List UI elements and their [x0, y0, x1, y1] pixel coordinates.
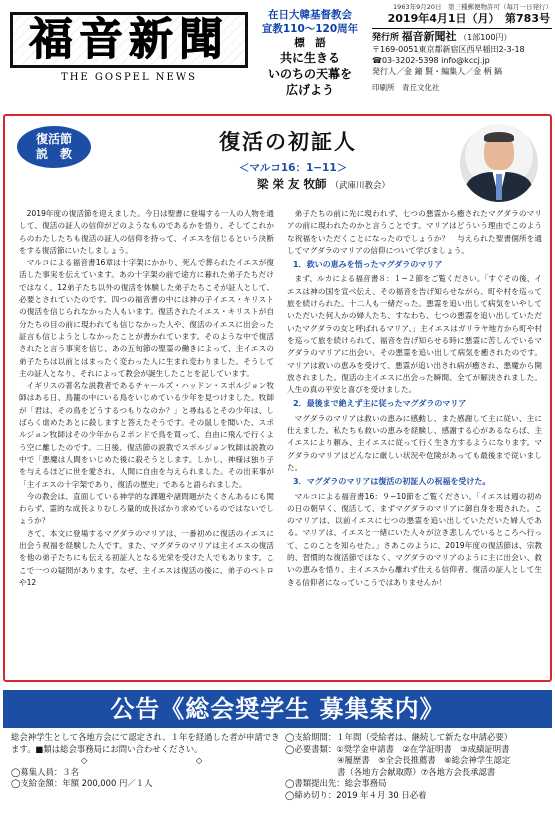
required-docs-2: ④履歴書 ⑤全会長推薦書 ⑥総会神学生認定 [337, 755, 511, 765]
church-motto-box [254, 8, 366, 97]
paragraph: マルコによる福音書16章は十字架にかかり、死んで葬られたイエスが復活した事実を伝えています。あの十字架の前で途方に暮れた弟子たちだけではなく、12弟子たち以外の復活を体験した弟子たちこそが証人として、必要とされていたのです。四つの福音書の中には神の子イエス・キリストの復活を信じられなかった人もいます。復活されたイエス・キリストが自分たちの目の前に現われても信じなかった人や、復活のイエスに出会った証言も信じようとしなかったことが書かれています。そのような中で復活されたと言う事実を信じ、あの五旬節の聖霊の働きによって、主イエスの弟子たちは以前とはまったく変わった人に生まれ変わりました。そうして主の証人となり、それによって教会が誕生したことを記しています。 [19, 258, 274, 378]
motto-line-1: 共に生きる [279, 51, 340, 65]
badge-line-2: 説 教 [35, 147, 72, 161]
paragraph: 今の教会は、直面している神学的な課題や諸問題がたくさんあるにも関わらず、霊的な成長よりむしろ量的成長ばかり求めているのではないでしょうか？ [19, 491, 274, 526]
portrait-hair [484, 132, 514, 142]
section-heading: 1．救いの恵みを悟ったマグダラのマリア [293, 260, 443, 270]
scripture-reference: ＜マルコ16：1−11＞ [238, 162, 348, 174]
address: 〒169-0051東京都新宿区西早稲田2-3-18 [372, 45, 525, 54]
motto-line-2: いのちの天幕を [267, 67, 352, 81]
required-docs-1: ①奨学金申請書 ②在学証明書 ③成績証明書 [336, 743, 510, 754]
masthead [0, 0, 555, 97]
section-heading: 2．最後まで絶えず主に従ったマグダラのマリア [293, 399, 467, 409]
portrait-tie [496, 174, 502, 200]
author-line [257, 176, 457, 192]
notice-right-column [285, 732, 547, 801]
sermon-article [3, 114, 552, 682]
logo-title: 福音新聞 [29, 14, 229, 65]
motto-line-3: 広げよう [285, 83, 334, 97]
publisher-people: 発行人／金 鐘 賢・編集人／金 柄 鎬 [372, 67, 503, 76]
church-name: 在日大韓基督教会 [268, 9, 352, 21]
author-portrait [460, 124, 538, 202]
publication-info [372, 2, 552, 92]
paragraph: まず、ルカによる福音書８：１−２節をご覧ください。「すぐその後、イエスは神の国を宣べ伝え、その福音を告げ知らせながら、町や村を巡って旅を続けられた。十二人も一緒だった。悪霊を追い出して病気をいやしていただいた何人かの婦人たち、すなわち、七つの悪霊を追い出していただいたマグダラの女と呼ばれるマリア、」主イエスはガリラヤ地方から町や村を巡って旅を続けられて、福音を告げ知らせる時に悪霊に苦しんでいるマグダラのマリアに出会い、その悪霊を追い出して病気を癒されたのです。マリアは救いの恵みを受けて、悪霊が追い出され病が癒され、悪魔から開放されました。復活の主イエスに出会った瞬間、全てが解決されました。人生の真の平安と喜びを受けました。 [287, 274, 542, 395]
issue-date: 2019年4月1日（月） 第783号 [387, 12, 550, 25]
contact: ☎03-3202-5398 info@kccj.jp [372, 56, 490, 65]
badge-line-1: 復活節 [35, 132, 72, 146]
required-docs-3: 書（各地方会献取際）⑦各地方会長承認書 [337, 766, 496, 777]
paragraph: 2019年度の復活節を迎えました。今日は聖書に登場する一人の人物を通して、復活の証人の信仰がどのようなものであるかを悟り、そしてこれからのわたしたちも復活の証人の信仰を持って、イエスを信じるという決断をする復活節にいたしましょう。 [19, 209, 274, 255]
notice-intro: 総会神学生として各地方会にて認定され、１年を経過した者が申請できます。■類は総会事務局にお問い合わせください。 [11, 732, 280, 754]
paragraph: イギリスの著名な説教者であるチャールズ・ハッドン・スポルジョン牧師はある日、鳥籠の中にいる鳥をいじめている少年を見つけました。牧師が「君は、その鳥をどうするつもりなのか？」と尋ねるとその少年は、しばらく虐めたあとに殺しますと答えたそうです。その鼠しを聞いた、スポルジョン牧師はその少年から２ポンドで鳥を買って、自由に飛んで行くよう空に離したのです。二日後、復活節の説教でスポルジョン牧師は説教の中で「悪魔は人間をいじめた後に殺そうとします。しかし、神様は独り子を与えるほどに世を愛され、人間に自由を与えられました。その出来事が「主イエスの十字架であり、復活の歴史」であると語られました。 [19, 381, 274, 489]
grant-amount: ◯支給金額：年額 200,000 円／１人 [11, 778, 153, 788]
required-docs [285, 744, 547, 756]
logo-subtitle: THE GOSPEL NEWS [61, 72, 197, 83]
publisher-name: 福音新聞社 [401, 30, 457, 43]
deadline: ◯締め切り：2019 年４月 30 日必着 [285, 789, 427, 800]
publisher-label: 発行所 [372, 33, 400, 43]
submission-destination: ◯書類提出先：総会事務局 [285, 778, 387, 788]
scholarship-notice-title: 公告《総会奨学生 募集案内》 [3, 690, 552, 728]
article-column-right [287, 208, 542, 589]
printer: 印刷所 青丘文化社 [372, 83, 440, 92]
notice-left-column [11, 732, 281, 790]
logo-title-frame [10, 12, 248, 68]
publisher-row [372, 31, 552, 44]
diamond-ornament: ◇ ◇ [81, 755, 253, 765]
easter-sermon-badge [17, 126, 91, 168]
author-name: 梁 栄 友 牧師 [257, 177, 327, 191]
article-column-left [19, 208, 274, 589]
divider [372, 28, 552, 29]
motto-label: 標 語 [294, 37, 326, 49]
paragraph: マグダラのマリアは救いの恵みに感動し、また感謝して主に従い、主に仕えました。私たちも救いの恵みを経験し、感謝する心があるならば、主イエスにより頼み、主イエスに従って行く生き方するようになります。マグダラのマリアはどんなに厳しい状況や危険があっても最後まで従いました。 [287, 413, 542, 472]
scholarship-notice-body [3, 730, 552, 810]
paragraph: マルコによる福音書16：９−10節をご覧ください。「イエスは週の初めの日の朝早く、復活して、まずマグダラのマリアに御自身を現された。このマリアは、以前イエスに七つの悪霊を追い出していただいた婦人である。マリアは、イエスと一緒にいた人々が泣き悲しんでいるところへ行って、このことを知らせた。」さあこのように、2019年度の復活節は、宗教的、習慣的な復活節ではなく、マグダラのマリアのように主に出会い、救いの恵みを悟り、主イエスから離れず仕える信仰者、復活の証人として生きる信仰者になっていこうではありませんか！ [287, 491, 542, 587]
newspaper-logo [4, 4, 250, 88]
author-affiliation: （武庫川教会） [330, 181, 391, 191]
paragraph: 弟子たちの前に先に現われず、七つの悪霊から癒されたマグダラのマリアの前に現われたのかと言うことです。マリアはどういう理由でこのような祝福をいただくことになったのでしょうか？ 与えられた聖書個所を通してマグダラのマリアの信仰について学びましょう。 [287, 209, 542, 255]
anniversary: 宣教110〜120周年 [261, 23, 359, 35]
required-docs-label: ◯必要書類： [285, 743, 337, 754]
paragraph: さて、本文に登場するマグダラのマリアは、一番初めに復活のイエスに出会う祝福を経験した人です。また、マグダラのマリアは主イエスの復活を他の弟子たちにも伝える初証人となる光栄を受けた人でもあります。ここで一つの疑問があります。なぜ、主イエスは復活の後に、弟子のペトロや12 [19, 528, 274, 587]
article-title: 復活の初証人 [219, 129, 357, 154]
recruit-count: ◯募集人員：３名 [11, 766, 79, 777]
price: （1部100円） [459, 33, 512, 42]
grant-period: ◯支給期間：１年間（受給者は、継続して新たな申請必要） [285, 732, 513, 742]
postal-permit: 1963年9月20日 第三種郵便物許可（毎月一日発行） [393, 3, 552, 11]
section-heading: 3．マグダラのマリアは復活の初証人の祝福を受けた。 [293, 477, 491, 487]
